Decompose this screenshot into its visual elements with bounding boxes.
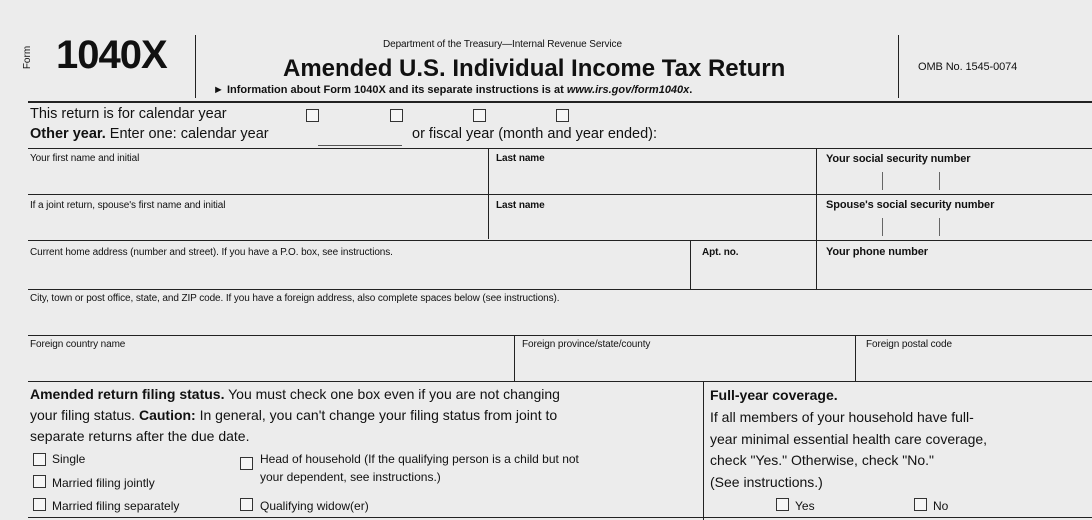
qualifying-widow-label: Qualifying widow(er) [260,499,369,513]
last-name-input[interactable] [494,168,810,192]
spouse-first-name-input[interactable] [30,214,482,238]
spouse-ssn-label: Spouse's social security number [826,199,995,211]
rule-4 [28,289,1092,290]
married-separately-label: Married filing separately [52,499,180,513]
spouse-last-name-input[interactable] [494,214,810,238]
ssn-tick-2 [939,172,940,190]
calendar-year-checkbox-1[interactable] [306,109,319,122]
coverage-yes-label: Yes [795,499,815,513]
foreign-postal-input[interactable] [862,354,1084,378]
header-divider-left [195,35,196,98]
coverage-no-label: No [933,499,949,513]
coverage-divider [703,382,704,520]
first-name-label: Your first name and initial [30,153,140,164]
header-bottom-rule [28,101,1092,103]
fiscal-year-label: or fiscal year (month and year ended): [412,126,658,142]
head-of-household-label-1: Head of household (If the qualifying person is a child but not [260,452,579,466]
married-jointly-label: Married filing jointly [52,476,155,490]
apt-divider [690,241,691,289]
foreign-province-input[interactable] [520,354,848,378]
form-word [24,40,38,76]
calendar-year-checkbox-4[interactable] [556,109,569,122]
head-of-household-checkbox[interactable] [240,457,253,470]
spouse-ssn-tick-2 [939,218,940,236]
city-input[interactable] [30,308,1080,332]
calendar-year-checkbox-2[interactable] [390,109,403,122]
first-name-input[interactable] [30,168,482,192]
rule-3 [28,240,1092,241]
foreign-country-label: Foreign country name [30,339,126,350]
caution-label: Caution: [138,407,196,423]
rule-5 [28,335,1092,336]
filing-status-line-1-text: You must check one box even if you are not changing [228,386,560,402]
qualifying-widow-checkbox[interactable] [240,498,253,511]
info-suffix: . [689,84,693,96]
form-title: Amended U.S. Individual Income Tax Return [283,55,786,82]
form-word-text: Form [22,45,34,70]
foreign-divider-2 [855,336,856,382]
rule-bottom [28,517,1092,518]
calendar-year-label: This return is for calendar year [30,106,227,122]
coverage-yes-checkbox[interactable] [776,498,789,511]
last-name-label: Last name [496,153,545,164]
spouse-ssn-tick-1 [882,218,883,236]
coverage-no-checkbox[interactable] [914,498,927,511]
rule-2 [28,194,1092,195]
filing-status-line-3: separate returns after the due date. [30,428,250,444]
calendar-year-input[interactable] [318,145,402,146]
coverage-heading: Full-year coverage. [710,387,838,403]
city-label: City, town or post office, state, and ZIP code. If you have a foreign address, also complete spaces below (see instructions). [30,293,560,304]
married-separately-checkbox[interactable] [33,498,46,511]
arrow-icon: ► [213,84,224,96]
single-label: Single [52,452,86,466]
phone-label: Your phone number [826,246,928,258]
rule-6 [28,381,1092,382]
other-year-bold: Other year. [30,126,106,142]
info-line [213,84,692,96]
foreign-divider-1 [514,336,515,382]
phone-input[interactable] [822,262,1084,286]
form-number: 1040X [56,33,167,77]
foreign-postal-label: Foreign postal code [866,339,952,350]
rule-1 [28,148,1092,149]
foreign-country-input[interactable] [30,354,508,378]
coverage-line-2: year minimal essential health care coverage, [710,431,988,447]
coverage-line-1: If all members of your household have full- [710,409,974,425]
info-text: Information about Form 1040X and its separate instructions is at [226,84,564,96]
coverage-line-3: check "Yes." Otherwise, check "No." [710,452,935,468]
info-url-link[interactable]: www.irs.gov/form1040x [566,84,690,96]
ssn-label: Your social security number [826,153,971,165]
filing-status-line-2 [30,407,557,423]
ssn-divider [816,149,817,289]
calendar-year-checkbox-3[interactable] [473,109,486,122]
filing-status-line-1 [30,386,560,402]
other-year-label [30,126,269,142]
married-jointly-checkbox[interactable] [33,475,46,488]
spouse-last-name-label: Last name [496,200,545,211]
spouse-first-name-label: If a joint return, spouse's first name and initial [30,200,226,211]
head-of-household-label-2: your dependent, see instructions.) [260,470,441,484]
omb-number: OMB No. 1545-0074 [918,61,1018,73]
other-year-text: Enter one: calendar year [109,126,269,142]
coverage-line-4: (See instructions.) [710,474,823,490]
single-checkbox[interactable] [33,453,46,466]
foreign-province-label: Foreign province/state/county [522,339,651,350]
address-label: Current home address (number and street). If you have a P.O. box, see instructions. [30,247,393,258]
apt-label: Apt. no. [702,247,739,258]
filing-status-line-2-start: your filing status. [30,407,136,423]
ssn-tick-1 [882,172,883,190]
filing-status-heading: Amended return filing status. [30,386,225,402]
header-divider-right [898,35,899,98]
address-input[interactable] [30,262,684,286]
filing-status-line-2-text: In general, you can't change your filing status from joint to [199,407,558,423]
department: Department of the Treasury—Internal Revenue Service [383,39,622,50]
apt-input[interactable] [696,262,810,286]
